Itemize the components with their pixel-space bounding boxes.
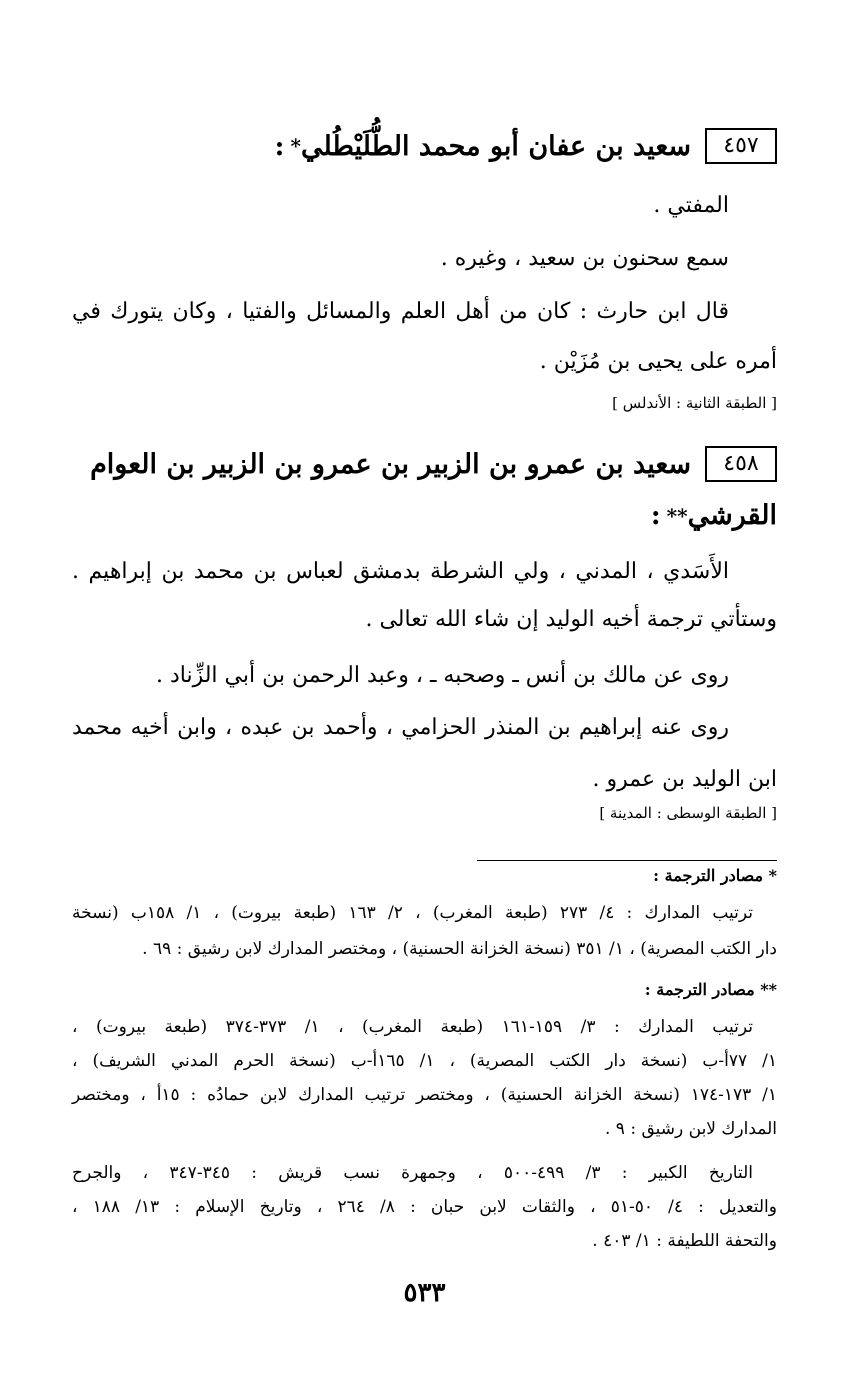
entry-line: ابن الوليد بن عمرو .: [592, 767, 777, 792]
footnote-line: ترتيب المدارك : ٤/ ٢٧٣ (طبعة المغرب) ، ٢/ ١٦٣ (طبعة بيروت) ، ١/ ١٥٨ب (نسخة: [72, 903, 753, 923]
tabaqa-label: [ الطبقة الثانية : الأندلس ]: [612, 394, 777, 412]
entry-458-heading-cont: [72, 500, 777, 531]
heading-colon: :: [650, 500, 661, 531]
footnote-marker: **: [666, 503, 688, 528]
entry-number-box: ٤٥٨: [705, 446, 777, 482]
footnote-marker: *: [290, 134, 301, 158]
footnote-line: والتعديل : ٤/ ٥٠-٥١ ، والثقات لابن حبان : ٨/ ٢٦٤ ، وتاريخ الإسلام : ١٣/ ١٨٨ ،: [72, 1197, 777, 1217]
page-number: ٥٣٣: [403, 1278, 446, 1308]
entry-line: قال ابن حارث : كان من أهل العلم والمسائل والفتيا ، وكان يتورك في: [72, 299, 729, 324]
footnote-line: ١/ ١٧٣-١٧٤ (نسخة الخزانة الحسنية) ، ومختصر ترتيب المدارك لابن حمادُه : ١٥أ ، ومختصر: [72, 1085, 777, 1105]
entry-name-line2: القرشي: [687, 500, 777, 531]
entry-line: الأَسَدي ، المدني ، ولي الشرطة بدمشق لعباس بن محمد بن إبراهيم .: [72, 559, 729, 584]
entry-line: أمره على يحيى بن مُزَيْن .: [539, 349, 777, 374]
entry-458-heading: [72, 446, 777, 482]
footnote-title: * مصادر الترجمة :: [653, 866, 777, 885]
footnote-line: دار الكتب المصرية) ، ١/ ٣٥١ (نسخة الخزانة الحسنية) ، ومختصر المدارك لابن رشيق : ٦٩ .: [142, 939, 777, 959]
entry-name-line1: سعيد بن عمرو بن الزبير بن عمرو بن الزبير بن العوام: [90, 448, 691, 480]
heading-colon: :: [274, 130, 285, 162]
tabaqa-label: [ الطبقة الوسطى : المدينة ]: [599, 804, 777, 822]
footnote-line: ١/ ٧٧أ-ب (نسخة دار الكتب المصرية) ، ١/ ١٦٥أ-ب (نسخة الحرم المدني الشريف) ،: [72, 1051, 778, 1071]
entry-line: روى عنه إبراهيم بن المنذر الحزامي ، وأحمد بن عبده ، وابن أخيه محمد: [72, 715, 729, 740]
entry-number-box: ٤٥٧: [705, 128, 777, 164]
entry-457-heading: [72, 128, 777, 164]
footnote-line: ترتيب المدارك : ٣/ ١٥٩-١٦١ (طبعة المغرب) ، ١/ ٣٧٣-٣٧٤ (طبعة بيروت) ،: [72, 1017, 753, 1037]
footnote-line: التاريخ الكبير : ٣/ ٤٩٩-٥٠٠ ، وجمهرة نسب قريش : ٣٤٥-٣٤٧ ، والجرح: [72, 1163, 754, 1183]
entry-line: المفتي .: [653, 193, 729, 218]
entry-line: روى عن مالك بن أنس ـ وصحبه ـ ، وعبد الرحمن بن أبي الزِّناد .: [155, 663, 729, 688]
footnote-title: ** مصادر الترجمة :: [644, 980, 777, 999]
footnote-line: والتحفة اللطيفة : ١/ ٤٠٣ .: [592, 1231, 777, 1251]
footnote-line: المدارك لابن رشيق : ٩ .: [604, 1119, 777, 1139]
footnote-separator: [477, 860, 777, 861]
entry-line: سمع سحنون بن سعيد ، وغيره .: [440, 246, 729, 271]
entry-line: وستأتي ترجمة أخيه الوليد إن شاء الله تعالى .: [365, 607, 777, 632]
entry-name: سعيد بن عفان أبو محمد الطُّلَيْطُلي: [300, 130, 691, 162]
